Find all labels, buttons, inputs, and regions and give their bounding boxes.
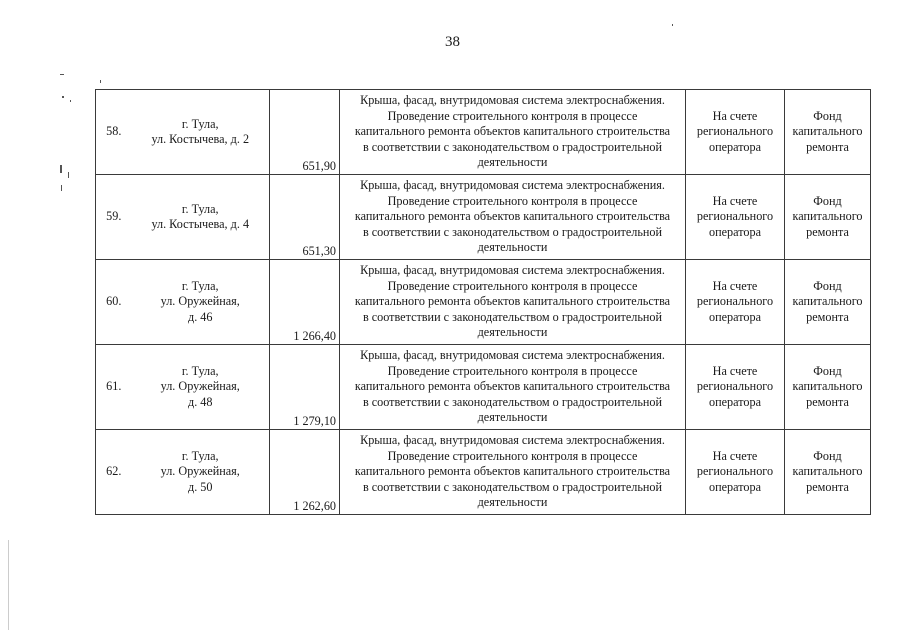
work-line: Проведение строительного контроля в процессе xyxy=(387,108,638,123)
works-table xyxy=(95,89,871,515)
row-number: 60. xyxy=(96,260,132,345)
account-line: оператора xyxy=(709,394,761,409)
account-line: оператора xyxy=(709,309,761,324)
funding-source xyxy=(785,260,871,345)
work-line: Проведение строительного контроля в процессе xyxy=(387,278,638,293)
address-line: ул. Костычева, д. 4 xyxy=(151,217,250,231)
table-row xyxy=(96,430,871,515)
scan-speck xyxy=(62,96,64,98)
work-line: Крыша, фасад, внутридомовая система электроснабжения. xyxy=(360,263,665,278)
address-line: г. Тула, xyxy=(181,278,219,293)
address-line: д. 50 xyxy=(188,479,213,494)
work-cost: 1 266,40 xyxy=(270,260,340,345)
work-description xyxy=(340,430,686,515)
object-address xyxy=(132,90,270,175)
work-line: Крыша, фасад, внутридомовая система электроснабжения. xyxy=(360,178,665,193)
work-line: Проведение строительного контроля в процессе xyxy=(387,193,638,208)
account-type xyxy=(686,175,785,260)
work-line: Крыша, фасад, внутридомовая система электроснабжения. xyxy=(360,348,665,363)
account-line: регионального xyxy=(696,464,774,479)
account-line: На счете xyxy=(712,108,758,123)
scan-speck xyxy=(60,74,64,75)
table-row xyxy=(96,260,871,345)
account-line: регионального xyxy=(696,124,774,139)
scan-speck xyxy=(60,165,62,173)
account-line: регионального xyxy=(696,379,774,394)
table-row xyxy=(96,345,871,430)
account-line: оператора xyxy=(709,479,761,494)
object-address xyxy=(132,175,270,260)
work-line: Проведение строительного контроля в процессе xyxy=(387,363,638,378)
work-description xyxy=(340,175,686,260)
address-line: д. 48 xyxy=(188,394,213,409)
funding-source xyxy=(785,175,871,260)
scan-speck xyxy=(672,24,673,26)
address-line: ул. Оружейная, xyxy=(160,294,240,309)
account-line: регионального xyxy=(696,294,774,309)
work-line: капитального ремонта объектов капитального строительства xyxy=(354,294,671,309)
address-line: ул. Оружейная, xyxy=(160,464,240,479)
work-cost: 1 262,60 xyxy=(270,430,340,515)
account-type xyxy=(686,345,785,430)
scan-speck xyxy=(61,185,62,191)
address-line: г. Тула, xyxy=(181,116,219,131)
object-address xyxy=(132,260,270,345)
work-line: в соответствии с законодательством о градостроительной xyxy=(362,479,663,494)
row-number: 58. xyxy=(96,90,132,175)
address-line: г. Тула, xyxy=(181,363,219,378)
address-line: г. Тула, xyxy=(181,201,219,216)
account-line: оператора xyxy=(709,224,761,239)
work-description xyxy=(340,345,686,430)
source-line: ремонта xyxy=(806,394,849,409)
work-line: капитального ремонта объектов капитального строительства xyxy=(354,379,671,394)
scan-speck xyxy=(100,80,101,83)
source-line: ремонта xyxy=(806,309,849,324)
work-line: в соответствии с законодательством о градостроительной xyxy=(362,394,663,409)
source-line: капитального xyxy=(792,464,863,479)
source-line: капитального xyxy=(792,124,863,139)
account-type xyxy=(686,430,785,515)
source-line: Фонд xyxy=(813,278,842,293)
work-line: в соответствии с законодательством о градостроительной xyxy=(362,309,663,324)
account-line: На счете xyxy=(712,193,758,208)
work-line: в соответствии с законодательством о градостроительной xyxy=(362,139,663,154)
work-line: Крыша, фасад, внутридомовая система электроснабжения. xyxy=(360,93,665,108)
work-cost: 651,30 xyxy=(270,175,340,260)
row-number: 61. xyxy=(96,345,132,430)
work-line: деятельности xyxy=(477,155,548,170)
account-line: регионального xyxy=(696,209,774,224)
work-cost: 1 279,10 xyxy=(270,345,340,430)
table-row xyxy=(96,90,871,175)
funding-source xyxy=(785,345,871,430)
source-line: ремонта xyxy=(806,224,849,239)
work-line: деятельности xyxy=(477,325,548,340)
work-line: деятельности xyxy=(477,240,548,255)
account-line: На счете xyxy=(712,448,758,463)
source-line: Фонд xyxy=(813,108,842,123)
row-number: 59. xyxy=(96,175,132,260)
source-line: Фонд xyxy=(813,363,842,378)
account-type xyxy=(686,260,785,345)
source-line: капитального xyxy=(792,209,863,224)
work-line: Проведение строительного контроля в процессе xyxy=(387,448,638,463)
source-line: капитального xyxy=(792,379,863,394)
address-line: г. Тула, xyxy=(181,448,219,463)
source-line: ремонта xyxy=(806,479,849,494)
work-cost: 651,90 xyxy=(270,90,340,175)
address-line: д. 46 xyxy=(188,309,213,324)
source-line: капитального xyxy=(792,294,863,309)
scan-speck xyxy=(70,100,71,102)
source-line: Фонд xyxy=(813,448,842,463)
work-description xyxy=(340,90,686,175)
account-type xyxy=(686,90,785,175)
work-line: деятельности xyxy=(477,495,548,510)
account-line: На счете xyxy=(712,278,758,293)
work-line: капитального ремонта объектов капитального строительства xyxy=(354,209,671,224)
scan-speck xyxy=(8,540,9,630)
address-line: ул. Оружейная, xyxy=(160,379,240,394)
funding-source xyxy=(785,430,871,515)
scan-speck xyxy=(68,172,69,178)
page-number: 38 xyxy=(445,34,460,50)
work-line: в соответствии с законодательством о градостроительной xyxy=(362,224,663,239)
works-table-body xyxy=(96,90,871,515)
work-description xyxy=(340,260,686,345)
object-address xyxy=(132,345,270,430)
row-number: 62. xyxy=(96,430,132,515)
work-line: Крыша, фасад, внутридомовая система электроснабжения. xyxy=(360,433,665,448)
work-line: капитального ремонта объектов капитального строительства xyxy=(354,124,671,139)
table-row xyxy=(96,175,871,260)
funding-source xyxy=(785,90,871,175)
source-line: ремонта xyxy=(806,139,849,154)
work-line: деятельности xyxy=(477,410,548,425)
account-line: оператора xyxy=(709,139,761,154)
work-line: капитального ремонта объектов капитального строительства xyxy=(354,464,671,479)
account-line: На счете xyxy=(712,363,758,378)
object-address xyxy=(132,430,270,515)
source-line: Фонд xyxy=(813,193,842,208)
address-line: ул. Костычева, д. 2 xyxy=(151,132,250,146)
